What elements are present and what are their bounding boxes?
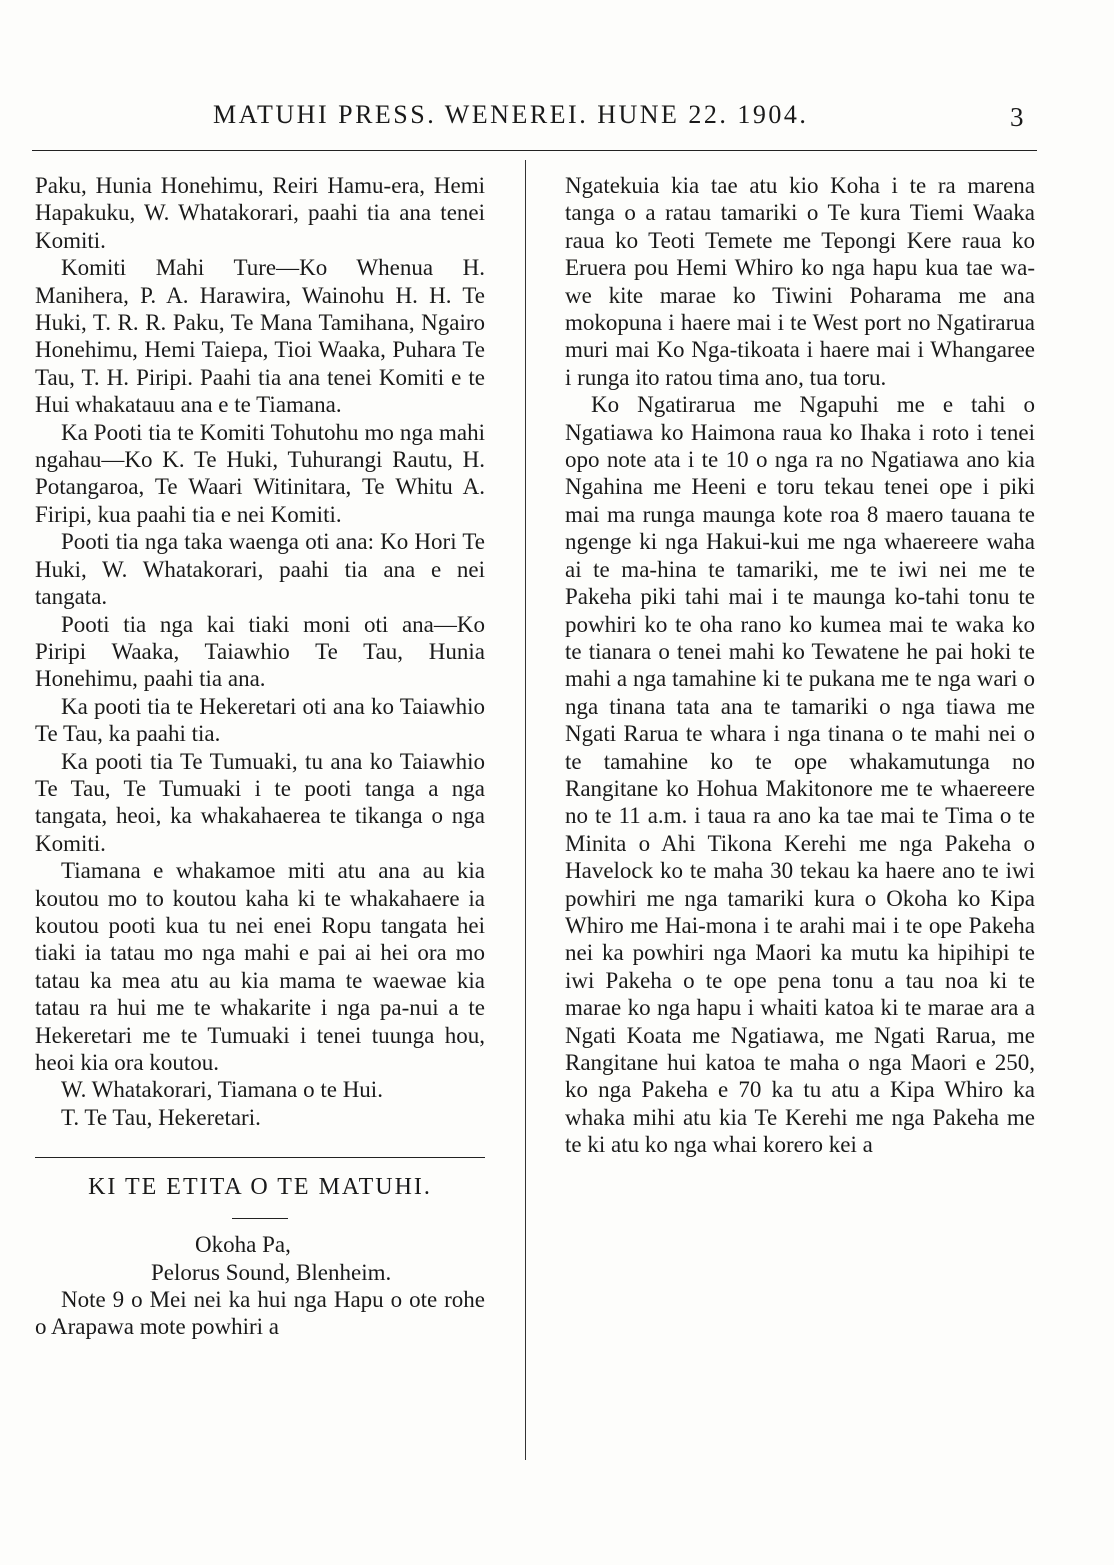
section-rule — [35, 1157, 485, 1158]
left-paragraph-4: Pooti tia nga taka waenga oti ana: Ko Hori Te Huki, W. Whatakorari, paahi tia ana e nei tangata. — [35, 529, 485, 610]
left-paragraph-5: Pooti tia nga kai tiaki moni oti ana—Ko Piripi Waaka, Taiawhio Te Tau, Hunia Honehimu, paahi tia ana. — [35, 611, 485, 692]
letter-address-line-1: Okoha Pa, — [195, 1232, 291, 1258]
letter-address-line-2: Pelorus Sound, Blenheim. — [151, 1259, 392, 1285]
signature-chairman: W. Whatakorari, Tiamana o te Hui. — [61, 1077, 383, 1103]
section-heading: KI TE ETITA O TE MATUHI. — [88, 1174, 432, 1201]
header-rule — [32, 150, 1037, 151]
left-paragraph-2: Komiti Mahi Ture—Ko Whenua H. Manihera, P. A. Harawira, Wainohu H. H. Te Huki, T. R. R. Paku, Te Mana Tamihana, Ngairo Honehimu, Hemi Taiepa, Tioi Waaka, Puhara Te Tau, T. H. Piripi. Paahi tia ana tenei Komiti e te Hui whakatauu ana e te Tiamana. — [35, 255, 485, 418]
masthead-title: MATUHI PRESS. WENEREI. HUNE 22. 1904. — [213, 100, 809, 129]
left-paragraph-6: Ka pooti tia te Hekeretari oti ana ko Taiawhio Te Tau, ka paahi tia. — [35, 693, 485, 747]
left-column — [35, 172, 485, 1341]
letter-body-start: Note 9 o Mei nei ka hui nga Hapu o ote rohe o Arapawa mote powhiri a — [35, 1287, 485, 1340]
masthead — [0, 100, 1114, 140]
left-paragraph-8: Tiamana e whakamoe miti atu ana au kia koutou mo to koutou kaha ki te whakahaere ia koutou pooti kua tu nei enei Ropu tangata hei tiaki ia tatau mo nga mahi e pai ai hei ora mo tatau ka mea atu au kia mama te waewae kia tatau ra hui me te whakarite i nga pa-nui a te Hekeretari me te Tumuaki i tenei tuunga hou, heoi kia ora koutou. — [35, 858, 485, 1075]
right-paragraph-2: Ko Ngatirarua me Ngapuhi me e tahi o Ngatiawa ko Haimona raua ko Ihaka i roto i tenei opo note ata i te 10 o nga ra no Ngatiawa ano kia Ngahina me Heeni e toru tekau tenei ope i piki mai ma runga maunga kote roa 8 maero tauana te ngenge ki nga Hakui-kui me nga whaereere waha ai te ma-hina te tamariki, me te iwi nei me te Pakeha piki tahi mai i te maunga ko-tahi tonu te powhiri ko te oha rano ko kumea mai te waka ko te tianara o tenei mahi ko Tewatene he pai hoki te mahi a nga tamahine ki te pukana me te nga wari o nga tinana tata ana te tamariki o nga tiawa me Ngati Rarua te whara i nga tinana o te mahi nei o te tamahine ko te ope whakamutunga no Rangitane ko Hohua Makitonore me te whaereere no te 11 a.m. i taua ra ano ka tae mai te Tima o te Minita o Ahi Tikona Kerehi me nga Pakeha o Havelock ko te maha 30 tekau ka haere ano te iwi powhiri me nga tamariki kura o Okoha ko Kipa Whiro me Hai-mona i te arahi mai i te ope Pakeha nei ka powhiri nga Maori ka mutu ka hipihipi te iwi Pakeha o te ope pena tonu a tau noa ki te marae ko nga hapu i whaiti katoa ki te marae ara a Ngati Koata me Ngatiawa, me Ngati Rarua, me Rangitane hui katoa te maha o nga Maori e 250, ko nga Pakeha e 70 ka tu atu a Kipa Whiro ka whaka mihi atu kia Te Kerehi me nga Pakeha me te ki atu ko nga whai korero kei a — [565, 392, 1035, 1158]
left-paragraph-3: Ka Pooti tia te Komiti Tohutohu mo nga mahi ngahau—Ko K. Te Huki, Tuhurangi Rautu, H. Potangaroa, Te Waari Witinitara, Te Whitu A. Firipi, kua paahi tia e nei Komiti. — [35, 419, 485, 527]
right-column — [565, 172, 1035, 1159]
left-paragraph-7: Ka pooti tia Te Tumuaki, tu ana ko Taiawhio Te Tau, Te Tumuaki i te pooti tanga a nga tangata, heoi, ka whakahaerea te tikanga o nga Komiti. — [35, 748, 485, 856]
page-number: 3 — [1010, 102, 1024, 132]
signature-secretary: T. Te Tau, Hekeretari. — [61, 1104, 261, 1130]
column-divider — [525, 160, 526, 1460]
short-rule — [232, 1218, 288, 1219]
left-paragraph-1: Paku, Hunia Honehimu, Reiri Hamu-era, Hemi Hapakuku, W. Whatakorari, paahi tia ana tenei Komiti. — [35, 173, 485, 253]
right-paragraph-1: Ngatekuia kia tae atu kio Koha i te ra marena tanga o a ratau tamariki o Te kura Tiemi Waaka raua ko Teoti Temete me Tepongi Kere raua ko Eruera pou Hemi Whiro ko nga hapu kua tae wa-we kite marae ko Tiwini Poharama me ana mokopuna i haere mai i te West port no Ngatirarua muri mai Ko Nga-tikoata i haere mai i Whangaree i runga ito ratou tima ano, tua toru. — [565, 173, 1035, 390]
